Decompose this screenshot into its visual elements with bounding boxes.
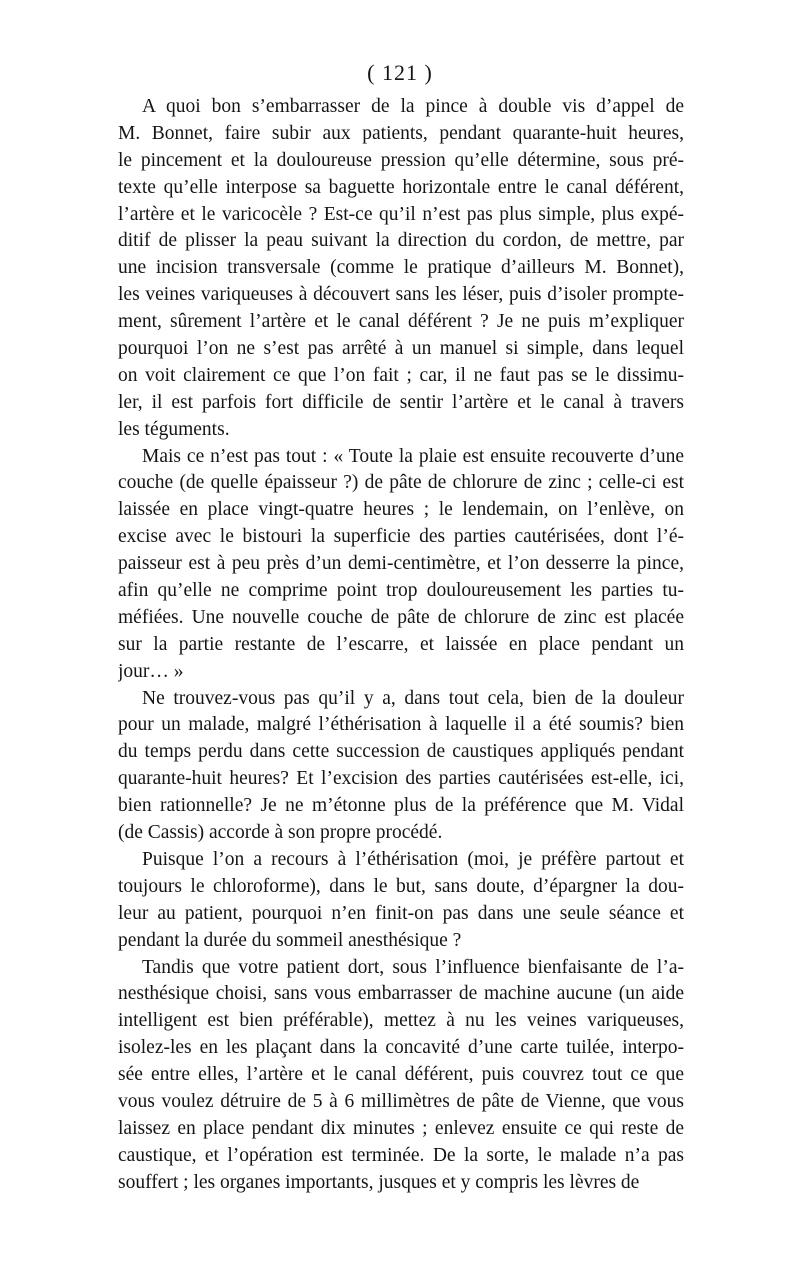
paragraph: [118, 847, 684, 955]
text-line: une incision transversale (comme le pratique d’ailleurs M. Bonnet),: [118, 257, 684, 279]
text-line: laissée en place vingt-quatre heures ; le lendemain, on l’enlève, on: [118, 499, 684, 521]
text-line: excise avec le bistouri la superficie des parties cautérisées, dont l’é-: [118, 526, 684, 548]
text-line: les veines variqueuses à découvert sans les léser, puis d’isoler prompte-: [118, 284, 684, 306]
text-line: souffert ; les organes importants, jusques et y compris les lèvres de: [118, 1171, 640, 1193]
text-line: ment, sûrement l’artère et le canal déférent ? Je ne puis m’expliquer: [118, 311, 684, 333]
page-number: ( 121 ): [367, 60, 433, 85]
text-line: pour un malade, malgré l’éthérisation à laquelle il a été soumis? bien: [118, 714, 684, 736]
text-line: Mais ce n’est pas tout : « Toute la plaie est ensuite recouverte d’une: [142, 445, 684, 467]
text-line: isolez-les en les plaçant dans la concavité d’une carte tuilée, interpo-: [118, 1037, 684, 1059]
text-line: Ne trouvez-vous pas qu’il y a, dans tout cela, bien de la douleur: [142, 687, 684, 709]
text-line: Tandis que votre patient dort, sous l’influence bienfaisante de l’a-: [142, 956, 684, 978]
text-line: intelligent est bien préférable), mettez à nu les veines variqueuses,: [118, 1010, 684, 1032]
paragraph: [118, 955, 684, 1197]
text-line: on voit clairement ce que l’on fait ; car, il ne faut pas se le dissimu-: [118, 364, 684, 386]
text-line: les téguments.: [118, 418, 230, 440]
text-line: leur au patient, pourquoi n’en finit-on pas dans une seule séance et: [118, 902, 684, 924]
text-line: sur la partie restante de l’escarre, et laissée en place pendant un: [118, 633, 684, 655]
text-line: bien rationnelle? Je ne m’étonne plus de la préférence que M. Vidal: [118, 795, 684, 817]
text-line: pendant la durée du sommeil anesthésique ?: [118, 929, 462, 951]
body-text: [118, 94, 684, 1197]
text-line: texte qu’elle interpose sa baguette horizontale entre le canal déférent,: [118, 176, 684, 198]
text-line: sée entre elles, l’artère et le canal déférent, puis couvrez tout ce que: [118, 1064, 684, 1086]
text-line: A quoi bon s’embarrasser de la pince à double vis d’appel de: [142, 96, 684, 117]
text-line: ditif de plisser la peau suivant la direction du cordon, de mettre, par: [118, 230, 684, 252]
text-line: (de Cassis) accorde à son propre procédé.: [118, 822, 443, 844]
text-line: méfiées. Une nouvelle couche de pâte de chlorure de zinc est placée: [118, 606, 684, 628]
text-line: le pincement et la douloureuse pression qu’elle détermine, sous pré-: [118, 149, 684, 171]
text-line: vous voulez détruire de 5 à 6 millimètres de pâte de Vienne, que vous: [118, 1090, 684, 1112]
text-line: pourquoi l’on ne s’est pas arrêté à un manuel si simple, dans lequel: [118, 338, 684, 360]
text-line: ler, il est parfois fort difficile de sentir l’artère et le canal à travers: [118, 391, 684, 413]
paragraph: [118, 94, 684, 444]
text-line: couche (de quelle épaisseur ?) de pâte de chlorure de zinc ; celle-ci est: [118, 472, 684, 494]
text-line: paisseur est à peu près d’un demi-centimètre, et l’on desserre la pince,: [118, 553, 684, 575]
text-line: quarante-huit heures? Et l’excision des parties cautérisées est-elle, ici,: [118, 768, 684, 790]
text-line: M. Bonnet, faire subir aux patients, pendant quarante-huit heures,: [118, 122, 684, 144]
text-line: jour… »: [118, 660, 184, 682]
text-line: laissez en place pendant dix minutes ; enlevez ensuite ce qui reste de: [118, 1117, 684, 1139]
text-line: afin qu’elle ne comprime point trop douloureusement les parties tu-: [118, 580, 684, 602]
paragraph: [118, 444, 684, 686]
text-line: toujours le chloroforme), dans le but, sans doute, d’épargner la dou-: [118, 875, 684, 897]
text-line: nesthésique choisi, sans vous embarrasser de machine aucune (un aide: [118, 983, 684, 1005]
text-line: l’artère et le varicocèle ? Est-ce qu’il n’est pas plus simple, plus expé-: [118, 203, 684, 225]
text-line: du temps perdu dans cette succession de caustiques appliqués pendant: [118, 741, 684, 763]
paragraph: [118, 686, 684, 847]
text-line: Puisque l’on a recours à l’éthérisation (moi, je préfère partout et: [142, 848, 684, 870]
text-line: caustique, et l’opération est terminée. De la sorte, le malade n’a pas: [118, 1144, 684, 1166]
